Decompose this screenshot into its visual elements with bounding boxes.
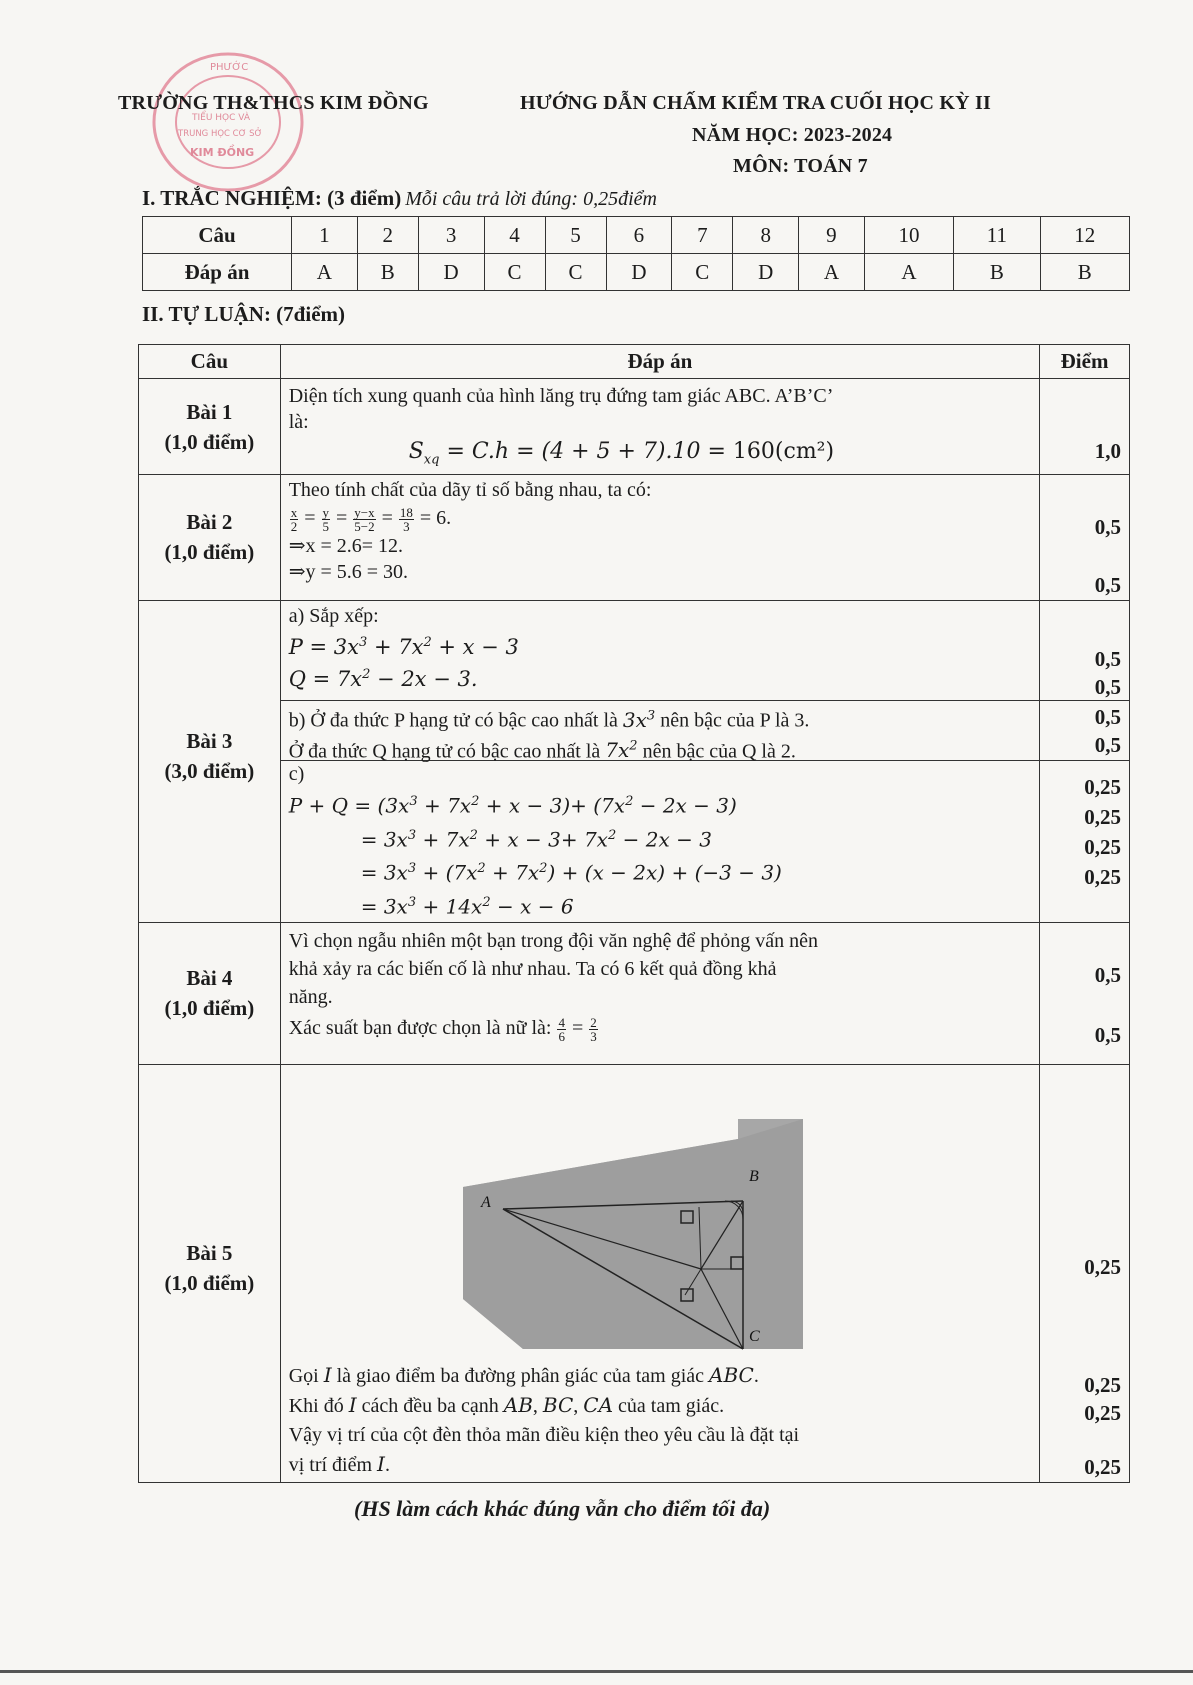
bai2-points-2: 0,5 bbox=[1094, 573, 1121, 597]
question-number: 5 bbox=[545, 217, 606, 254]
answer-cell: A bbox=[799, 254, 865, 291]
bai2-ratio-line: $\frac{x}{2}$ = $\frac{y}{5}$ = $\frac{y-x}{5-2}$ = $\frac{18}{3}$ = 6. bbox=[290, 504, 452, 534]
bai4-points-1: 0,5 bbox=[1094, 962, 1121, 987]
bai2-points-cell bbox=[1040, 475, 1130, 601]
school-year: NĂM HỌC: 2023-2024 bbox=[692, 124, 893, 146]
answer-cell: D bbox=[733, 254, 799, 291]
stamp-text-2: TRUNG HỌC CƠ SỞ bbox=[178, 129, 263, 139]
vertex-b-label: B bbox=[748, 1167, 759, 1185]
bai2-answer bbox=[280, 475, 1039, 601]
essay-table bbox=[138, 344, 1130, 1483]
bai5-label-cell bbox=[139, 1064, 281, 1482]
bai2-label-cell bbox=[139, 475, 281, 601]
question-number: 1 bbox=[292, 217, 358, 254]
answer-cell: C bbox=[672, 254, 733, 291]
question-number: 6 bbox=[606, 217, 672, 254]
bai1-points-cell bbox=[1040, 379, 1130, 475]
bai3-c-step3: = $3x^3 + (7x^2 + 7x^2) + (x - 2x) + (-3 - 3)$ bbox=[360, 860, 782, 885]
col-header-diem: Điểm bbox=[1040, 345, 1130, 379]
section1-note: Mỗi câu trả lời đúng: 0,25điểm bbox=[405, 188, 657, 210]
question-number: 2 bbox=[357, 217, 418, 254]
answer-cell: C bbox=[484, 254, 545, 291]
bai1-name: Bài 1 bbox=[186, 400, 233, 424]
bai5-line1: Gọi I là giao điểm ba đường phân giác của tam giác ABC. bbox=[288, 1362, 759, 1387]
bai5-points-1: 0,25 bbox=[1084, 1254, 1121, 1279]
bai3-b-points-2: 0,5 bbox=[1094, 733, 1121, 757]
bai3-score: (3,0 điểm) bbox=[164, 759, 255, 784]
answer-cell: A bbox=[864, 254, 953, 291]
bai3-a-label: a) Sắp xếp: bbox=[288, 605, 379, 627]
bai1-label-cell bbox=[139, 379, 281, 475]
bai2-name: Bài 2 bbox=[186, 510, 233, 534]
bai4-line1: Vì chọn ngẫu nhiên một bạn trong đội văn nghệ để phỏng vấn nên bbox=[288, 929, 819, 952]
bai3-part-b bbox=[281, 701, 1039, 761]
question-number: 8 bbox=[733, 217, 799, 254]
bai4-label-cell bbox=[139, 922, 281, 1064]
vertex-c-label: C bbox=[748, 1327, 760, 1345]
bai5-line2: Khi đó I cách đều ba cạnh AB, BC, CA của tam giác. bbox=[288, 1392, 725, 1417]
question-number: 10 bbox=[864, 217, 953, 254]
answer-cell: D bbox=[418, 254, 484, 291]
bai2-row bbox=[139, 475, 1130, 601]
bai3-c-step2: = $3x^3 + 7x^2 + x - 3+ 7x^2 - 2x - 3$ bbox=[360, 827, 712, 852]
bai4-points-cell bbox=[1040, 922, 1130, 1064]
question-row-label: Câu bbox=[143, 217, 292, 254]
bai5-answer bbox=[280, 1064, 1039, 1482]
bai1-points: 1,0 bbox=[1094, 439, 1121, 463]
answer-cell: A bbox=[292, 254, 358, 291]
section1-heading bbox=[142, 186, 657, 211]
answer-cell: B bbox=[1040, 254, 1129, 291]
bai1-answer bbox=[280, 379, 1039, 475]
bai1-line2: là: bbox=[288, 411, 309, 433]
bai3-a-points-1: 0,5 bbox=[1094, 647, 1121, 671]
question-number: 11 bbox=[954, 217, 1040, 254]
question-number: 12 bbox=[1040, 217, 1129, 254]
answer-cell: B bbox=[357, 254, 418, 291]
answer-row bbox=[143, 254, 1130, 291]
bai5-points-3: 0,25 bbox=[1084, 1400, 1121, 1425]
answer-cell: C bbox=[545, 254, 606, 291]
bai1-line1: Diện tích xung quanh của hình lăng trụ đứng tam giác ABC. A’B’C’ bbox=[288, 385, 834, 407]
bai2-points-1: 0,5 bbox=[1094, 515, 1121, 539]
bai5-text bbox=[289, 1361, 799, 1480]
bai4-answer bbox=[280, 922, 1039, 1064]
bai4-points-2: 0,5 bbox=[1094, 1022, 1121, 1047]
school-name: TRƯỜNG TH&THCS KIM ĐỒNG bbox=[118, 92, 429, 114]
col-header-cau: Câu bbox=[139, 345, 281, 379]
answer-cell: D bbox=[606, 254, 672, 291]
stamp-text-1: TIỂU HỌC VÀ bbox=[192, 113, 251, 123]
bottom-edge-line bbox=[0, 1670, 1193, 1673]
bai3-answer bbox=[280, 601, 1039, 923]
bai5-row bbox=[139, 1064, 1130, 1482]
bai4-line2: khả xảy ra các biến cố là như nhau. Ta có 6 kết quả đồng khả bbox=[288, 957, 777, 980]
bai3-a-points-2: 0,5 bbox=[1094, 675, 1121, 699]
bai2-score: (1,0 điểm) bbox=[164, 540, 255, 564]
section1-title: I. TRẮC NGHIỆM: (3 điểm) bbox=[142, 186, 402, 210]
bai3-c-points-2: 0,25 bbox=[1084, 805, 1121, 829]
bai4-line4: Xác suất bạn được chọn là nữ là: $\frac{4}{6}$ = $\frac{2}{3}$ bbox=[288, 1014, 597, 1044]
bai3-p-arranged: $P = 3x^3 + 7x^2 + x - 3$ bbox=[288, 635, 519, 659]
bai2-line3: ⇒x = 2.6= 12. bbox=[288, 535, 404, 557]
bai5-points-2: 0,25 bbox=[1084, 1372, 1121, 1397]
subject: MÔN: TOÁN 7 bbox=[733, 155, 868, 177]
bai3-points-cell bbox=[1040, 601, 1130, 923]
bai4-name: Bài 4 bbox=[186, 965, 233, 990]
bai3-c-points-4: 0,25 bbox=[1084, 865, 1121, 889]
bai4-score: (1,0 điểm) bbox=[164, 995, 255, 1020]
bai4-line3: năng. bbox=[288, 985, 333, 1008]
bai3-name: Bài 3 bbox=[186, 729, 233, 754]
bai3-row bbox=[139, 601, 1130, 923]
section2-title: II. TỰ LUẬN: (7điểm) bbox=[142, 302, 345, 326]
essay-header-row bbox=[139, 345, 1130, 379]
bai5-score: (1,0 điểm) bbox=[164, 1271, 255, 1296]
stamp-text-3: KIM ĐỒNG bbox=[190, 146, 255, 159]
question-number: 3 bbox=[418, 217, 484, 254]
bai2-line4: ⇒y = 5.6 = 30. bbox=[288, 561, 409, 583]
bai3-c-label: c) bbox=[288, 763, 305, 785]
bai3-q-arranged: $Q = 7x^2 - 2x - 3$. bbox=[288, 667, 478, 691]
col-header-dapan: Đáp án bbox=[280, 345, 1039, 379]
footer-note: (HS làm cách khác đúng vẫn cho điểm tối đa) bbox=[354, 1496, 771, 1521]
vertex-a-label: A bbox=[480, 1193, 491, 1211]
bai5-points-4: 0,25 bbox=[1084, 1454, 1121, 1479]
bai3-c-step1: $P + Q = (3x^3 + 7x^2 + x - 3)+ (7x^2 - 2x - 3)$ bbox=[288, 793, 737, 818]
answer-key-table bbox=[142, 216, 1130, 291]
document-title: HƯỚNG DẪN CHẤM KIỂM TRA CUỐI HỌC KỲ II bbox=[520, 92, 991, 114]
bai3-b-line1: b) Ở đa thức P hạng tử có bậc cao nhất là $3x^3$ nên bậc của P là 3. bbox=[288, 707, 810, 732]
bai3-c-points-3: 0,25 bbox=[1084, 835, 1121, 859]
bai1-score: (1,0 điểm) bbox=[164, 430, 255, 454]
bai3-part-a bbox=[281, 601, 1039, 701]
question-number: 9 bbox=[799, 217, 865, 254]
bai1-row bbox=[139, 379, 1130, 475]
bai3-c-points-1: 0,25 bbox=[1084, 775, 1121, 799]
bai3-label-cell bbox=[139, 601, 281, 923]
stamp-text-top: PHƯỚC bbox=[210, 62, 249, 73]
bai2-line1: Theo tính chất của dãy tỉ số bằng nhau, ta có: bbox=[288, 479, 652, 501]
question-row bbox=[143, 217, 1130, 254]
school-stamp bbox=[148, 48, 308, 196]
triangle-figure bbox=[463, 1119, 813, 1359]
bai1-formula: $S_{xq} = C.h = (4 + 5 + 7).10 = 160(cm^2)$ bbox=[408, 439, 835, 468]
bai3-part-c bbox=[281, 761, 1039, 922]
question-number: 7 bbox=[672, 217, 733, 254]
answer-cell: B bbox=[954, 254, 1040, 291]
question-number: 4 bbox=[484, 217, 545, 254]
bai3-b-line2: Ở đa thức Q hạng tử có bậc cao nhất là $7x^2$ nên bậc của Q là 2. bbox=[288, 738, 796, 763]
bai5-line3: Vậy vị trí của cột đèn thỏa mãn điều kiện theo yêu cầu là đặt tại bbox=[288, 1423, 800, 1446]
bai5-line4: vị trí điểm I. bbox=[288, 1451, 390, 1476]
bai3-c-step4: = $3x^3 + 14x^2 - x - 6$ bbox=[360, 894, 574, 919]
bai4-row bbox=[139, 922, 1130, 1064]
bai3-b-points-1: 0,5 bbox=[1094, 705, 1121, 729]
bai5-points-cell bbox=[1040, 1064, 1130, 1482]
bai5-name: Bài 5 bbox=[186, 1241, 233, 1266]
answer-row-label: Đáp án bbox=[143, 254, 292, 291]
